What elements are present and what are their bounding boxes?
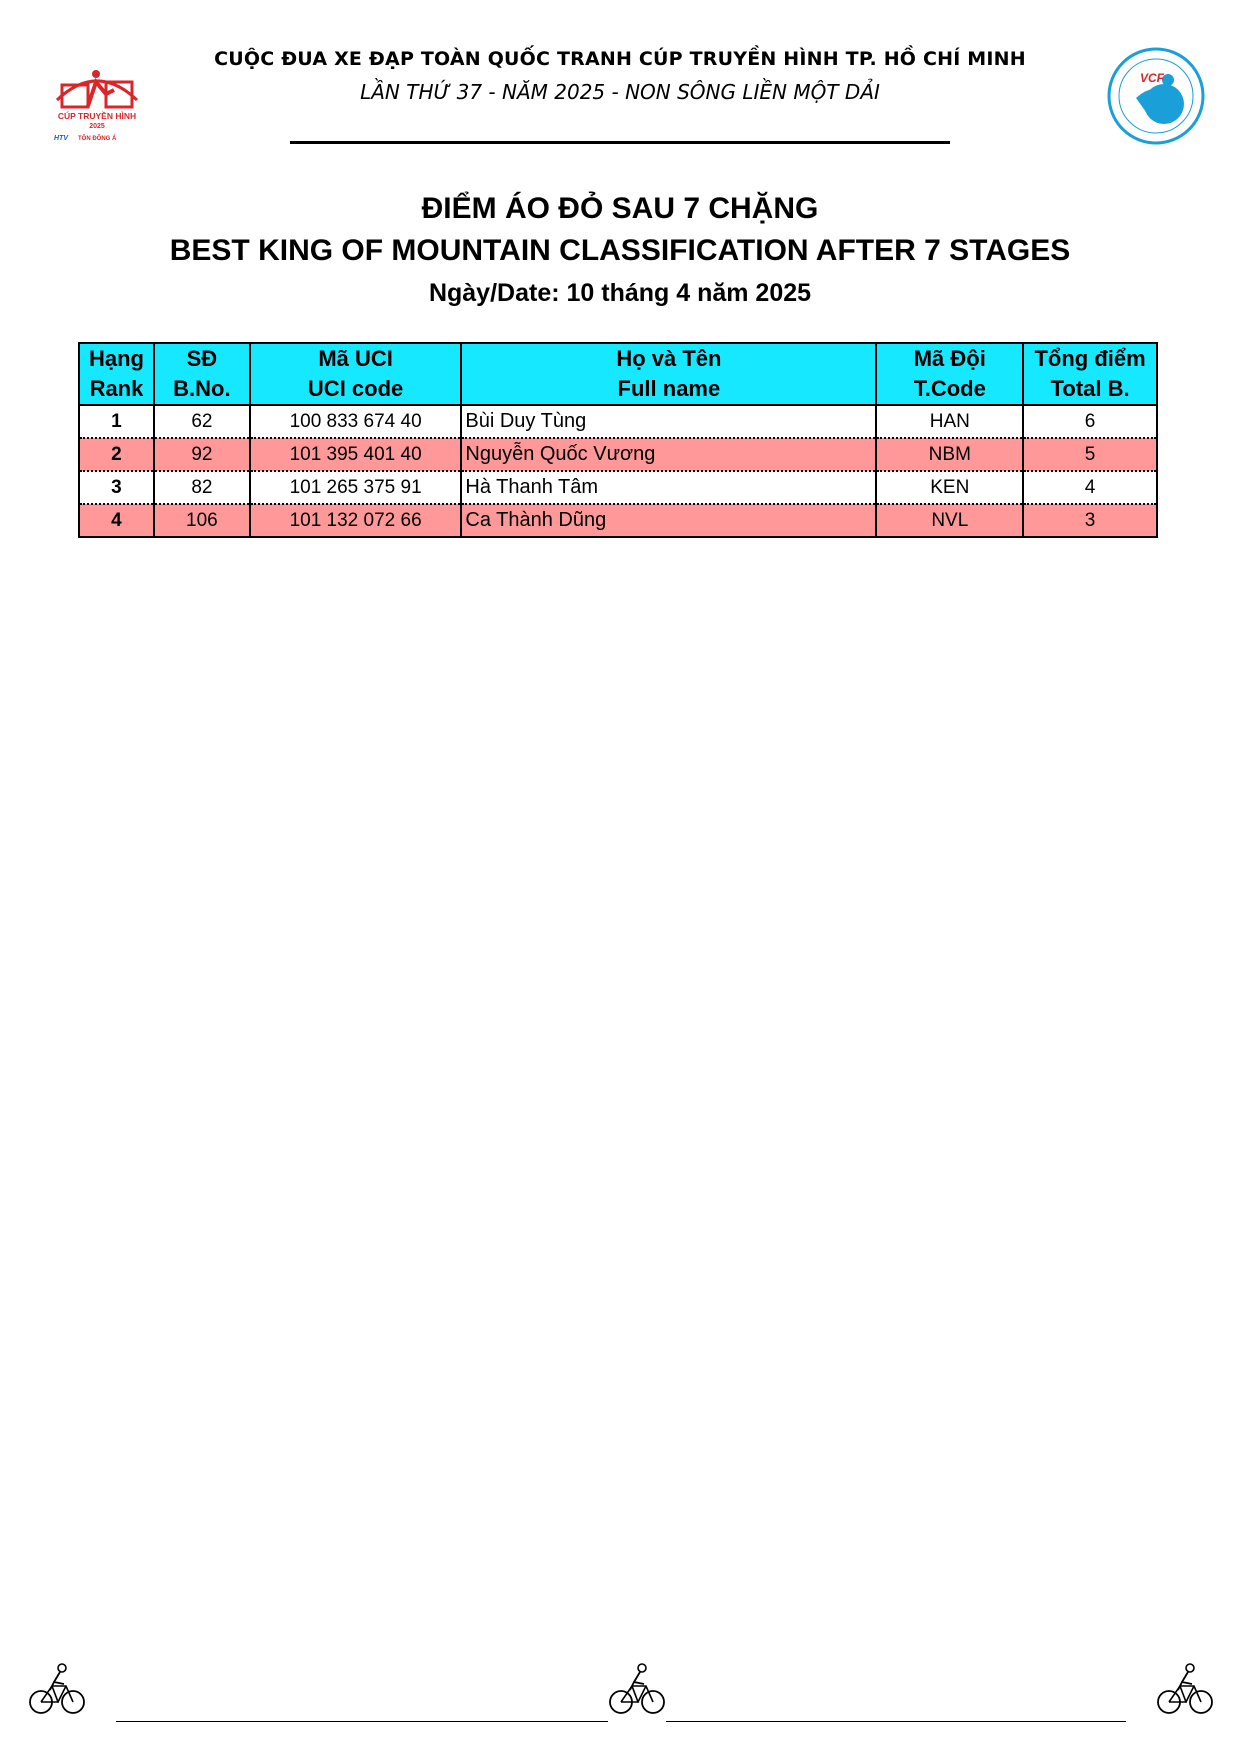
- table-row: [79, 438, 1157, 471]
- cell-name: Nguyễn Quốc Vương: [461, 438, 876, 471]
- cell-total: 4: [1023, 471, 1157, 504]
- footer-rule-right: [666, 1721, 1126, 1722]
- cell-team: NBM: [876, 438, 1023, 471]
- cell-uci: 101 132 072 66: [250, 504, 462, 537]
- cell-team: KEN: [876, 471, 1023, 504]
- cyclist-icon: [28, 1660, 86, 1718]
- footer-rule-left: [116, 1721, 608, 1722]
- cell-rank: 2: [79, 438, 154, 471]
- cell-rank: 1: [79, 405, 154, 438]
- cell-uci: 100 833 674 40: [250, 405, 462, 438]
- cell-team: HAN: [876, 405, 1023, 438]
- classification-title-en: BEST KING OF MOUNTAIN CLASSIFICATION AFTER 7 STAGES: [169, 234, 1071, 267]
- logo-left-year: 2025: [89, 123, 105, 130]
- vcf-text: VCF: [1140, 71, 1164, 85]
- cell-uci: 101 265 375 91: [250, 471, 462, 504]
- cell-total: 6: [1023, 405, 1157, 438]
- cell-name: Hà Thanh Tâm: [461, 471, 876, 504]
- vcf-logo-icon: [1106, 46, 1206, 146]
- cell-uci: 101 395 401 40: [250, 438, 462, 471]
- table-row: [79, 504, 1157, 537]
- logo-left-sponsor2: TÔN ĐÔNG Á: [78, 136, 117, 142]
- cell-total: 3: [1023, 504, 1157, 537]
- cell-bib: 106: [154, 504, 250, 537]
- edition-subtitle: LẦN THỨ 37 - NĂM 2025 - NON SÔNG LIỀN MỘT DẢI: [360, 80, 880, 104]
- logo-left-sponsor1: HTV: [54, 135, 68, 142]
- header-total: Tổng điểm Total B.: [1023, 343, 1157, 405]
- table-header-row: [79, 343, 1157, 405]
- logo-left-text: CÚP TRUYỀN HÌNH: [57, 111, 137, 121]
- cell-rank: 4: [79, 504, 154, 537]
- cyclist-icon: [608, 1660, 666, 1718]
- cell-team: NVL: [876, 504, 1023, 537]
- cell-total: 5: [1023, 438, 1157, 471]
- classification-date: Ngày/Date: 10 tháng 4 năm 2025: [428, 279, 812, 307]
- cell-bib: 92: [154, 438, 250, 471]
- header-bib: SĐ B.No.: [154, 343, 250, 405]
- table-row: [79, 405, 1157, 438]
- cell-rank: 3: [79, 471, 154, 504]
- classification-title-vi: ĐIỂM ÁO ĐỎ SAU 7 CHẶNG: [421, 192, 819, 225]
- cell-name: Ca Thành Dũng: [461, 504, 876, 537]
- header-team-code: Mã Đội T.Code: [876, 343, 1023, 405]
- table-row: [79, 471, 1157, 504]
- cell-bib: 82: [154, 471, 250, 504]
- results-table: [78, 342, 1158, 538]
- header-rank: Hạng Rank: [79, 343, 154, 405]
- cyclist-icon: [1156, 1660, 1214, 1718]
- cell-name: Bùi Duy Tùng: [461, 405, 876, 438]
- header-uci-code: Mã UCI UCI code: [250, 343, 462, 405]
- cell-bib: 62: [154, 405, 250, 438]
- event-title: CUỘC ĐUA XE ĐẠP TOÀN QUỐC TRANH CÚP TRUYỀN HÌNH TP. HỒ CHÍ MINH: [214, 48, 1026, 70]
- cup-logo-icon: [52, 60, 142, 150]
- header-full-name: Họ và Tên Full name: [461, 343, 876, 405]
- header-divider: [290, 141, 950, 144]
